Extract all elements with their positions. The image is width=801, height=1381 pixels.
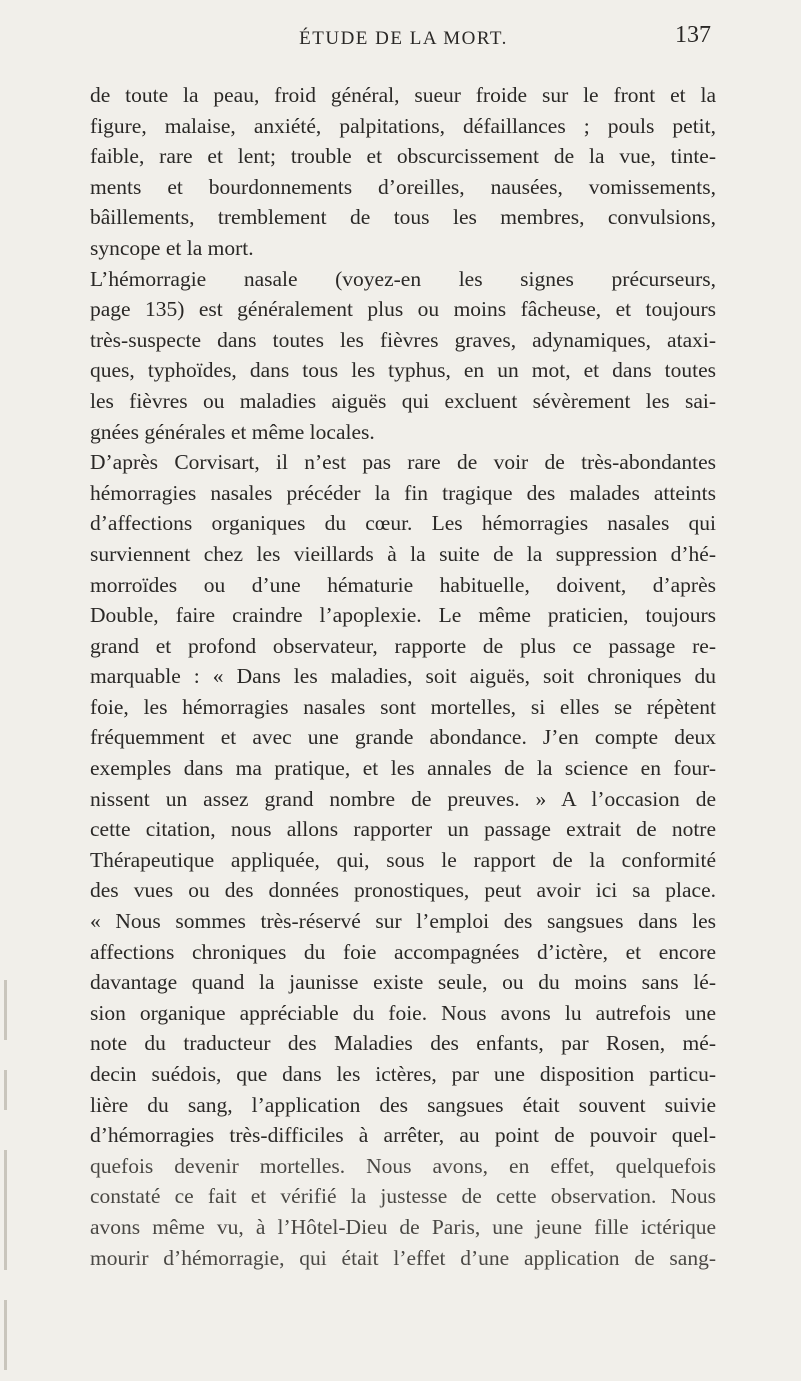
text-line: des vues ou des données pronostiques, peut avoir ici sa place. [90,878,716,903]
text-line: « Nous sommes très-réservé sur l’emploi des sangsues dans les [90,909,716,934]
text-line: decin suédois, que dans les ictères, par une disposition particu- [90,1062,716,1086]
text-line: syncope et la mort. [90,235,254,260]
text-line: note du traducteur des Maladies des enfants, par Rosen, mé- [90,1031,716,1056]
edge-mark [4,1300,7,1370]
text-line: d’affections organiques du cœur. Les hémorragies nasales qui [90,511,716,536]
paragraph-start-line: L’hémorragie nasale (voyez-en les signes précurseurs, [90,266,716,291]
running-header [96,22,711,52]
text-line: Double, faire craindre l’apoplexie. Le même praticien, toujours [90,603,716,628]
text-line: page 135) est généralement plus ou moins fâcheuse, et toujours [90,297,716,322]
text-line: avons même vu, à l’Hôtel-Dieu de Paris, une jeune fille ictérique [90,1214,716,1239]
text-line: davantage quand la jaunisse existe seule, ou du moins sans lé- [90,970,716,995]
text-line: constaté ce fait et vérifié la justesse de cette observation. Nous [90,1184,716,1209]
text-line: très-suspecte dans toutes les fièvres graves, adynamiques, ataxi- [90,327,716,352]
text-line: figure, malaise, anxiété, palpitations, défaillances ; pouls petit, [90,113,716,138]
text-line: Thérapeutique appliquée, qui, sous le rapport de la conformité [90,847,716,872]
text-line: exemples dans ma pratique, et les annales de la science en four- [90,756,716,781]
edge-mark [4,980,7,1040]
text-line: nissent un assez grand nombre de preuves. » A l’occasion de [90,786,716,811]
text-line: fréquemment et avec une grande abondance. J’en compte deux [90,725,716,750]
page-edge-shadow [0,960,10,1381]
text-line: mourir d’hémorragie, qui était l’effet d’une application de sang- [90,1245,716,1270]
page-number: 137 [675,22,711,48]
edge-mark [4,1150,7,1270]
text-line: ques, typhoïdes, dans tous les typhus, en un mot, et dans toutes [90,358,716,383]
text-line: affections chroniques du foie accompagnées d’ictère, et encore [90,939,716,964]
text-line: hémorragies nasales précéder la fin tragique des malades atteints [90,480,716,505]
text-line: surviennent chez les vieillards à la suite de la suppression d’hé- [90,541,716,566]
paragraph-start-line: D’après Corvisart, il n’est pas rare de voir de très-abondantes [90,450,716,475]
text-line: foie, les hémorragies nasales sont mortelles, si elles se répètent [90,694,716,719]
text-line: d’hémorragies très-difficiles à arrêter, au point de pouvoir quel- [90,1123,716,1148]
edge-mark [4,1070,7,1110]
text-line: quefois devenir mortelles. Nous avons, en effet, quelquefois [90,1153,716,1178]
running-title: ÉTUDE DE LA MORT. [299,28,508,49]
text-line: marquable : « Dans les maladies, soit aiguës, soit chroniques du [90,664,716,689]
body-text [90,80,716,1273]
text-line: grand et profond observateur, rapporte de plus ce passage re- [90,633,716,658]
text-line: les fièvres ou maladies aiguës qui excluent sévèrement les sai- [90,388,716,413]
text-line: gnées générales et même locales. [90,419,375,444]
text-line: faible, rare et lent; trouble et obscurcissement de la vue, tinte- [90,144,716,169]
text-line: lière du sang, l’application des sangsues était souvent suivie [90,1092,716,1117]
text-line: cette citation, nous allons rapporter un passage extrait de notre [90,817,716,842]
text-line: morroïdes ou d’une hématurie habituelle, doivent, d’après [90,572,716,597]
text-line: bâillements, tremblement de tous les membres, convulsions, [90,205,716,230]
text-line: ments et bourdonnements d’oreilles, nausées, vomissements, [90,174,716,199]
text-line: de toute la peau, froid général, sueur froide sur le front et la [90,83,716,107]
text-line: sion organique appréciable du foie. Nous avons lu autrefois une [90,1000,716,1025]
